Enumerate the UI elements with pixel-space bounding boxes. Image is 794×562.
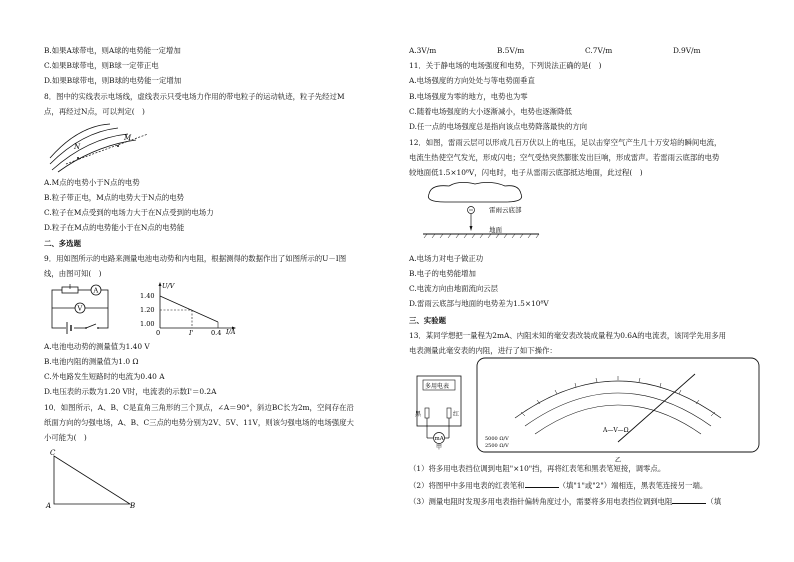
q9-ammeter-label: A (93, 286, 99, 295)
q8-option-c: C.粒子在M点受到的电场力大于在N点受到的电场力 (44, 208, 214, 217)
triangle-label-c: C (50, 449, 56, 457)
red-probe-label: 红 (453, 411, 460, 418)
answer-blank[interactable] (672, 496, 706, 504)
q12-option-a: A.电场力对电子做正功 (409, 254, 484, 263)
graph-x-tick: I' (189, 329, 194, 337)
q10-option-d: D.9V/m (673, 46, 701, 55)
q10-option-b: B.5V/m (497, 46, 525, 55)
q13-step-2-text-b: （填"1"或"2"）端相连，黑表笔连接另一端。 (558, 481, 708, 490)
q8-option-a: A.M点的电势小于N点的电势 (44, 178, 140, 187)
q7-option-b: B.如果A球带电，则A球的电势能一定增加 (44, 46, 181, 55)
q11-option-b: B.电场强度为零的地方，电势也为零 (409, 92, 528, 101)
q10-option-a: A.3V/m (409, 46, 437, 55)
q12-option-c: C.电流方向由地面流向云层 (409, 284, 499, 293)
figure-yi-caption: 乙 (615, 457, 622, 464)
q13-stem-line-1: 13．某同学想把一量程为2mA、内阻未知的毫安表改装成量程为0.6A的电流表，该同学先用多用 (409, 331, 726, 340)
q12-cloud-figure (419, 180, 569, 250)
q7-option-d: D.如果B球带电，则B球的电势能一定增加 (44, 76, 182, 85)
q13-step-1: （1）将多用电表挡位调到电阻"×10"挡，再将红表笔和黑表笔短接，调零点。 (409, 464, 666, 473)
q13-step-2-text-a: （2）将图甲中多用电表的红表笔和 (409, 481, 525, 490)
section-3-title: 三、实验题 (409, 316, 446, 325)
q8-option-d: D.粒子在M点的电势能小于在N点的电势能 (44, 223, 185, 232)
q13-figure-yi-meter-dial (475, 356, 761, 464)
graph-x-axis-label: I/A (226, 328, 236, 336)
q10-stem-line-2: 纸面方向的匀强电场，A、B、C三点的电势分别为2V、5V、11V，则该匀强电场的电场强度大 (44, 418, 354, 427)
q12-stem-line-1: 12．如图，雷雨云层可以形成几百万伏以上的电压，足以击穿空气产生几十万安培的瞬间电流， (409, 138, 722, 147)
q8-field-lines-figure (48, 122, 158, 172)
figure-jia-caption: 甲 (436, 444, 443, 451)
triangle-label-b: B (130, 502, 136, 510)
q9-option-d: D.电压表的示数为1.20 V时，电流表的示数I'＝0.2A (44, 387, 217, 396)
q9-circuit-diagram (48, 284, 118, 332)
dial-5000-label: 5000 Ω/V (485, 436, 509, 442)
q12-option-d: D.雷雨云底部与地面的电势差为1.5×10⁸V (409, 299, 549, 308)
q13-step-3-text-b: （填 (706, 497, 722, 506)
q8-stem-line-2: 点，再经过N点，可以判定( ) (44, 107, 145, 116)
q7-option-c: C.如果B球带电，则B球一定带正电 (44, 61, 159, 70)
milliammeter-label: mA (434, 436, 444, 442)
q8-label-m: M (124, 134, 132, 142)
graph-y-tick: 1.00 (140, 320, 155, 328)
graph-x-tick: 0.4 (211, 329, 222, 337)
q9-stem-line-1: 9．用如图所示的电路来测量电池电动势和内电阻，根据测得的数据作出了如图所示的U－I图 (44, 254, 347, 263)
dial-center-label: A—V—Ω (603, 427, 629, 434)
q13-step-2 (409, 480, 707, 491)
q8-option-b: B.粒子带正电，M点的电势大于N点的电势 (44, 193, 185, 202)
q9-ui-graph (136, 282, 236, 336)
q10-stem-line-1: 10．如图所示，A、B、C是直角三角形的三个顶点，∠A＝90°，斜边BC长为2m，空间存在沿 (44, 403, 354, 412)
q8-label-n: N (74, 143, 81, 151)
q11-stem: 11．关于静电场的电场强度和电势，下列说法正确的是( ) (409, 61, 602, 70)
q10-option-c: C.7V/m (585, 46, 613, 55)
q13-stem-line-2: 电表测量此毫安表的内阻，进行了如下操作： (409, 346, 557, 355)
black-probe-label: 黑 (415, 411, 422, 418)
q11-option-d: D.任一点的电场强度总是指向该点电势降落最快的方向 (409, 122, 587, 131)
q12-stem-line-3: 较地面低1.5×10⁸V，闪电时，电子从雷雨云底部抵达地面，此过程( ) (409, 168, 643, 177)
q12-stem-line-2: 电流生热使空气发光，形成闪电；空气受热突然膨胀发出巨响，形成雷声。若雷雨云底部的电势 (409, 153, 720, 162)
q11-option-a: A.电场强度的方向处处与等电势面垂直 (409, 76, 535, 85)
q9-option-a: A.电池电动势的测量值为1.40 V (44, 342, 150, 351)
section-2-title: 二、多选题 (44, 239, 81, 248)
q9-option-b: B.电池内阻的测量值为1.0 Ω (44, 357, 139, 366)
multimeter-label: 多用电表 (425, 383, 450, 390)
graph-x-tick: 0 (156, 329, 161, 337)
q12-option-b: B.电子的电势能增加 (409, 269, 476, 278)
q9-option-c: C.外电路发生短路时的电流为0.40 A (44, 372, 165, 381)
dial-2500-label: 2500 Ω/V (485, 443, 509, 449)
q9-stem-line-2: 线，由图可知( ) (44, 269, 102, 278)
graph-y-axis-label: U/V (162, 282, 175, 290)
q13-figure-jia (411, 374, 469, 450)
q10-triangle-figure (44, 450, 164, 510)
triangle-label-a: A (46, 502, 52, 510)
q10-stem-line-3: 小可能为( ) (44, 433, 87, 442)
answer-blank[interactable] (525, 480, 559, 488)
q10-options (409, 46, 761, 56)
q8-stem-line-1: 8．图中的实线表示电场线，虚线表示只受电场力作用的带电粒子的运动轨迹，粒子先经过M (44, 92, 345, 101)
q13-step-3 (409, 496, 721, 507)
graph-y-tick: 1.40 (140, 292, 155, 300)
q13-step-3-text-a: （3）测量电阻时发现多用电表指针偏转角度过小，需要将多用电表挡位调到电阻 (409, 497, 673, 506)
cloud-base-label: 雷雨云底部 (489, 206, 522, 214)
ground-label: 地面 (489, 226, 502, 234)
q9-voltmeter-label: V (77, 304, 83, 313)
q11-option-c: C.随着电场强度的大小逐渐减小，电势也逐渐降低 (409, 107, 572, 116)
graph-y-tick: 1.20 (140, 306, 155, 314)
exam-page (34, 40, 770, 540)
